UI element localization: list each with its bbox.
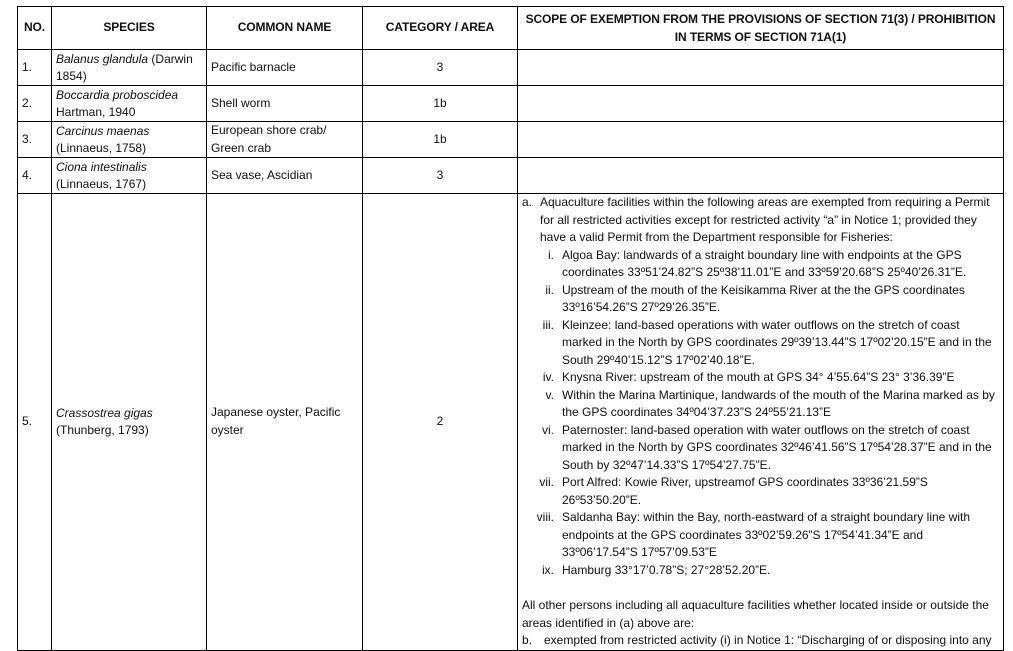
species-cell	[52, 122, 207, 158]
species-cell	[52, 86, 207, 122]
exemption-item-a	[522, 194, 999, 247]
list-marker: viii.	[536, 510, 554, 524]
species-author: (Linnaeus, 1758)	[56, 140, 147, 155]
species-cell	[52, 50, 207, 86]
list-item-text: Knysna River: upstream of the mouth at GPS 34° 4’55.64”S 23° 3’36.39”E	[562, 370, 955, 384]
species-author: (Linnaeus, 1767)	[56, 176, 147, 191]
scope-cell	[518, 158, 1004, 194]
common-name-cell: Japanese oyster, Pacific oyster	[207, 194, 363, 651]
scope-cell	[518, 50, 1004, 86]
list-marker: iii.	[542, 317, 554, 332]
list-marker: b.	[522, 633, 533, 647]
species-name: Boccardia proboscidea	[56, 87, 179, 102]
list-item-text: Algoa Bay: landwards of a straight boundary line with endpoints at the GPS coordinates 33º51’24.82”S 25º38’11.01”E and 33º59’20.68”S 25º40’26.31”E.	[562, 247, 967, 279]
category-cell: 2	[363, 194, 518, 651]
species-cell	[52, 158, 207, 194]
species-author: Hartman, 1940	[56, 104, 136, 119]
table-row	[18, 50, 1004, 86]
row-number: 4.	[18, 158, 52, 194]
common-name-cell: Shell worm	[207, 86, 363, 122]
list-item-text: Hamburg 33°17’0.78”S; 27°28’52.20”E.	[562, 562, 771, 577]
table-row	[18, 194, 1004, 651]
list-item-text: Within the Marina Martinique, landwards of the mouth of the Marina marked as by the GPS coordinates 34º04’37.23”S 24º55’21.13”E	[562, 387, 995, 419]
category-cell: 1b	[363, 86, 518, 122]
list-marker: a.	[522, 195, 533, 209]
common-name-cell: Pacific barnacle	[207, 50, 363, 86]
spacer	[522, 579, 999, 597]
header-row	[18, 7, 1004, 50]
scope-cell	[518, 122, 1004, 158]
species-cell	[52, 194, 207, 651]
species-name: Crassostrea gigas	[56, 405, 153, 420]
list-marker: ii.	[545, 282, 554, 297]
row-number: 5.	[18, 194, 52, 651]
list-marker: vi.	[542, 422, 554, 437]
exemption-text: exempted from restricted activity (i) in Notice 1: “Discharging of or disposing into any	[544, 633, 992, 647]
species-name: Ciona intestinalis	[56, 159, 147, 174]
list-item	[522, 387, 999, 422]
common-name-cell: European shore crab/ Green crab	[207, 122, 363, 158]
list-item	[522, 369, 999, 387]
species-name: Carcinus maenas	[56, 123, 150, 138]
list-marker: ix.	[542, 562, 554, 577]
category-cell: 3	[363, 50, 518, 86]
list-item-text: Paternoster: land-based operation with water outflows on the stretch of coast marked in the North by GPS coordinates 32º46’41.56”S 17º54’28.37”E and in the South by 32º47’14.33”S 17º54’27.75”E.	[562, 422, 992, 472]
scope-cell	[518, 194, 1004, 651]
list-item-text: Saldanha Bay: within the Bay, north-eastward of a straight boundary line with endpoints at the GPS coordinates 33º02’59.26”S 17º54’41.34”E and 33º06’17.54”S 17º57’09.53”E	[562, 510, 971, 559]
common-name-cell: Sea vase, Ascidian	[207, 158, 363, 194]
category-cell: 1b	[363, 122, 518, 158]
other-persons-text: All other persons including all aquaculture facilities whether located inside or outside the areas identified in (a) above are:	[522, 598, 989, 630]
exemption-text: Aquaculture facilities within the following areas are exempted from requiring a Permit for all restricted activities except for restricted activity “a” in Notice 1; provided they have a valid Permit from the Department responsible for Fisheries:	[540, 195, 990, 244]
exemption-item-b	[522, 632, 999, 650]
header-no: NO.	[18, 7, 52, 50]
scope-cell	[518, 86, 1004, 122]
list-item-text: Upstream of the mouth of the Keisikamma River at the the GPS coordinates 33º16’54.26”S 27º29’26.35”E.	[562, 282, 965, 314]
list-item-text: Port Alfred: Kowie River, upstreamof GPS coordinates 33º36’21.59”S 26º53’50.20”E.	[562, 475, 928, 507]
area-list	[522, 247, 999, 580]
list-item-text: Kleinzee: land-based operations with water outflows on the stretch of coast marked in the North by GPS coordinates 29º39’13.44”S 17º02’20.15”E and in the South 29º40’15.12”S 17º02’40.18”E.	[562, 317, 992, 367]
row-number: 3.	[18, 122, 52, 158]
table-row	[18, 158, 1004, 194]
list-item	[522, 317, 999, 370]
header-common-name: COMMON NAME	[207, 7, 363, 50]
list-item	[522, 247, 999, 282]
header-scope: SCOPE OF EXEMPTION FROM THE PROVISIONS OF SECTION 71(3) / PROHIBITION IN TERMS OF SECTION 71A(1)	[518, 7, 1004, 50]
list-marker: vii.	[539, 475, 554, 489]
species-name: Balanus glandula	[56, 51, 149, 66]
row-number: 2.	[18, 86, 52, 122]
table-row	[18, 86, 1004, 122]
list-marker: v.	[545, 387, 554, 402]
list-item	[522, 282, 999, 317]
list-item	[522, 474, 999, 509]
header-category: CATEGORY / AREA	[363, 7, 518, 50]
list-marker: i.	[548, 247, 554, 262]
list-item	[522, 562, 999, 580]
species-author: (Thunberg, 1793)	[56, 422, 149, 437]
row-number: 1.	[18, 50, 52, 86]
list-marker: iv.	[542, 370, 554, 384]
category-cell: 3	[363, 158, 518, 194]
list-item	[522, 509, 999, 562]
species-exemption-table	[17, 6, 1004, 651]
species-author: (Darwin 1854)	[56, 51, 193, 83]
list-item	[522, 422, 999, 475]
table-row	[18, 122, 1004, 158]
header-species: SPECIES	[52, 7, 207, 50]
